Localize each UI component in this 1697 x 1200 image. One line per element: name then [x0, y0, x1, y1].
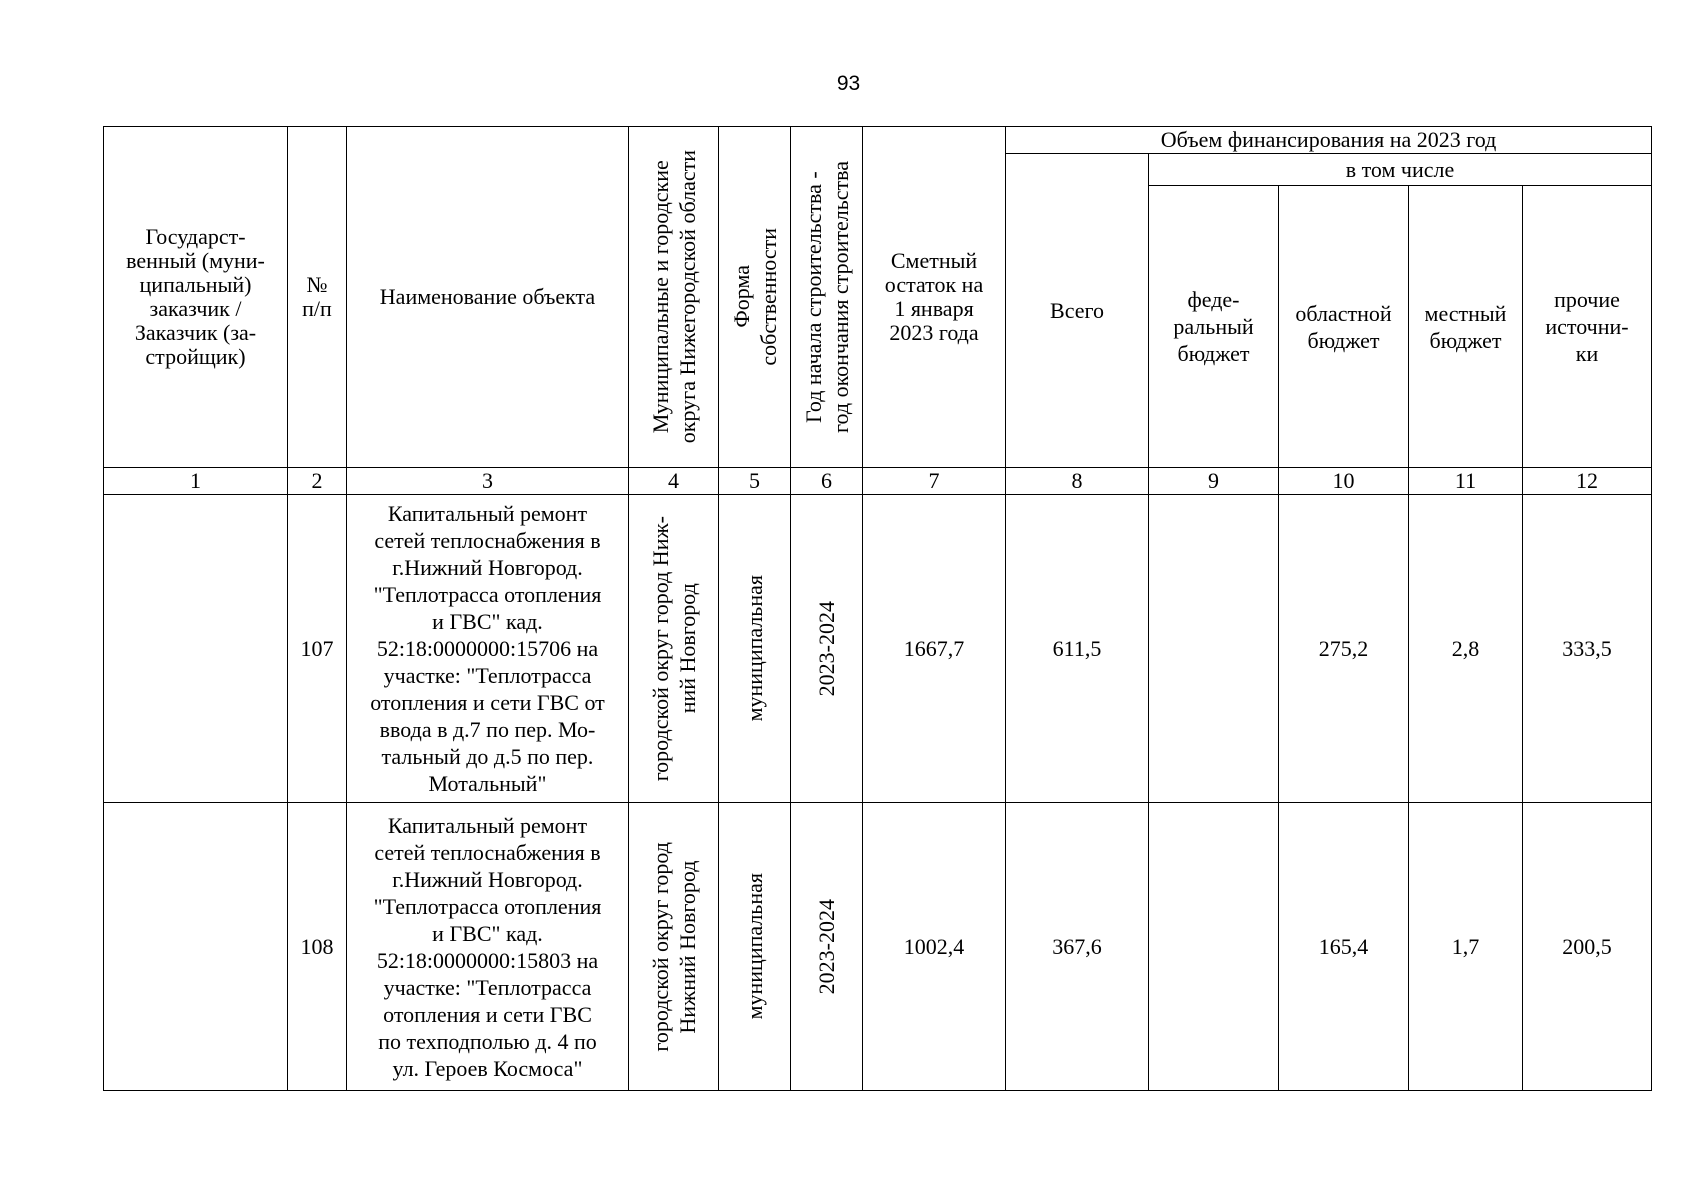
header-row-1 [104, 127, 1652, 154]
cell-estimate: 1667,7 [863, 495, 1006, 803]
cell-number: 107 [288, 495, 347, 803]
header-including [1149, 154, 1652, 186]
cell-other: 200,5 [1523, 803, 1652, 1091]
column-number: 7 [863, 468, 1006, 495]
header-ownership-label: Форма собственности [728, 228, 781, 366]
cell-other: 333,5 [1523, 495, 1652, 803]
column-number: 2 [288, 468, 347, 495]
header-funding-group [1006, 127, 1652, 154]
cell-years [791, 803, 863, 1091]
cell-ownership [719, 803, 791, 1091]
cell-local: 2,8 [1409, 495, 1523, 803]
cell-municipality [629, 495, 719, 803]
header-ownership [719, 127, 791, 468]
table-row [104, 495, 1652, 803]
header-estimate [863, 127, 1006, 468]
cell-number: 108 [288, 803, 347, 1091]
header-object-name [347, 127, 629, 468]
header-other [1523, 186, 1652, 468]
cell-total: 367,6 [1006, 803, 1149, 1091]
table-row [104, 803, 1652, 1091]
header-funding-group-label: Объем финансирования на 2023 год [1160, 127, 1497, 152]
cell-regional: 165,4 [1279, 803, 1409, 1091]
column-number: 3 [347, 468, 629, 495]
cell-regional: 275,2 [1279, 495, 1409, 803]
cell-years-text: 2023-2024 [814, 600, 839, 697]
header-federal-label: феде- ральный бюджет [1173, 287, 1254, 366]
header-number-label: № п/п [302, 272, 332, 321]
header-local-label: местный бюджет [1424, 300, 1507, 353]
column-number: 5 [719, 468, 791, 495]
cell-years [791, 495, 863, 803]
header-years [791, 127, 863, 468]
header-total-label: Всего [1050, 297, 1104, 323]
cell-municipality-text: городской округ город Ниж- ний Новгород [647, 515, 700, 782]
header-federal [1149, 186, 1279, 468]
cell-ownership-text: муниципальная [742, 873, 767, 1020]
cell-years-text: 2023-2024 [814, 898, 839, 995]
cell-object-name: Капитальный ремонт сетей теплоснабжения в г.Нижний Новгород. "Теплотрасса отопления и ГВС" кад. 52:18:0000000:15706 на участке: "Теплотрасса отопления и сети ГВС от ввода в д.7 по пер. Мо- тальный до д.5 по пер. Мотальный" [347, 495, 629, 803]
column-number: 12 [1523, 468, 1652, 495]
column-number-row [104, 468, 1652, 495]
header-object-name-label: Наименование объекта [379, 284, 596, 309]
column-number: 4 [629, 468, 719, 495]
header-regional-label: областной бюджет [1295, 300, 1392, 353]
header-municipality-label: Муниципальные и городские округа Нижегородской области [647, 150, 700, 444]
header-regional [1279, 186, 1409, 468]
cell-total: 611,5 [1006, 495, 1149, 803]
header-estimate-label: Сметный остаток на 1 января 2023 года [884, 248, 984, 345]
cell-ownership-text: муниципальная [742, 575, 767, 722]
header-including-label: в том числе [1345, 156, 1455, 182]
cell-federal [1149, 495, 1279, 803]
column-number: 1 [104, 468, 288, 495]
column-number: 10 [1279, 468, 1409, 495]
cell-municipality [629, 803, 719, 1091]
header-customer [104, 127, 288, 468]
financing-table [103, 126, 1652, 1091]
column-number: 11 [1409, 468, 1523, 495]
header-total [1006, 154, 1149, 468]
column-number: 6 [791, 468, 863, 495]
cell-municipality-text: городской округ город Нижний Новгород [647, 841, 700, 1052]
header-customer-label: Государст- венный (муни- ципальный) заказчик / Заказчик (за- стройщик) [126, 224, 265, 369]
cell-estimate: 1002,4 [863, 803, 1006, 1091]
cell-federal [1149, 803, 1279, 1091]
cell-local: 1,7 [1409, 803, 1523, 1091]
header-other-label: прочие источни- ки [1545, 287, 1629, 366]
header-number [288, 127, 347, 468]
header-local [1409, 186, 1523, 468]
column-number: 9 [1149, 468, 1279, 495]
header-years-label: Год начала строительства - год окончания строительства [800, 161, 853, 433]
cell-object-name: Капитальный ремонт сетей теплоснабжения в г.Нижний Новгород. "Теплотрасса отопления и ГВС" кад. 52:18:0000000:15803 на участке: "Теплотрасса отопления и сети ГВС по техподполью д. 4 по ул. Героев Космоса" [347, 803, 629, 1091]
cell-customer [104, 495, 288, 803]
cell-ownership [719, 495, 791, 803]
page-number: 93 [836, 72, 861, 95]
column-number: 8 [1006, 468, 1149, 495]
header-municipality [629, 127, 719, 468]
cell-customer [104, 803, 288, 1091]
